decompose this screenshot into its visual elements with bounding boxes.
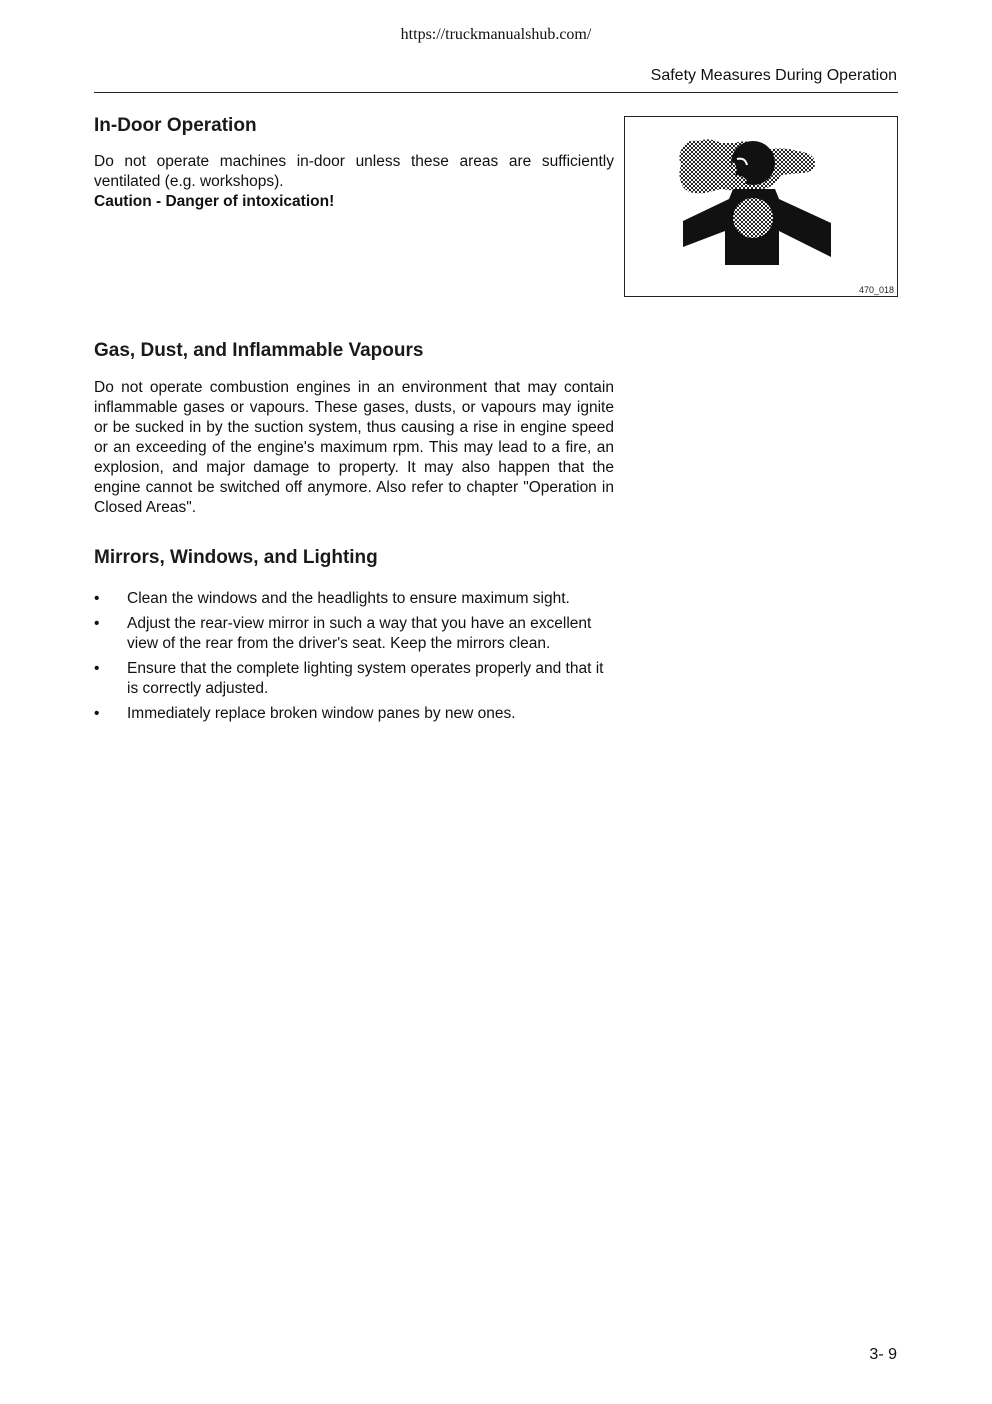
bullet-symbol: •: [94, 615, 100, 632]
indoor-caution: Caution - Danger of intoxication!: [94, 193, 335, 210]
indoor-paragraph: [94, 152, 614, 212]
bullet-symbol: •: [94, 590, 100, 607]
source-url: https://truckmanualshub.com/: [400, 26, 592, 43]
list-item-text: Clean the windows and the headlights to ensure maximum sight.: [127, 590, 570, 607]
running-title: Safety Measures During Operation: [650, 67, 897, 84]
heading-gas-dust-vapours: Gas, Dust, and Inflammable Vapours: [94, 340, 424, 361]
list-item-text: Adjust the rear-view mirror in such a way that you have an excellent view of the rear from the driver's seat. Keep the mirrors clean.: [127, 615, 592, 652]
list-item-text: Ensure that the complete lighting system operates properly and that it is correctly adjusted.: [127, 660, 604, 697]
list-item: [94, 614, 614, 654]
gas-paragraph: Do not operate combustion engines in an environment that may contain inflammable gases or vapours. These gases, dusts, or vapours may ignite or be sucked in by the suction system, thus causing a rise in engine speed or an exceeding of the engine's maximum rpm. This may lead to a fire, an explosion, and major damage to property. It may also happen that the engine cannot be switched off anymore. Also refer to chapter "Operation in Closed Areas".: [94, 379, 614, 516]
list-item-text: Immediately replace broken window panes by new ones.: [127, 705, 516, 722]
bullet-symbol: •: [94, 705, 100, 722]
toxic-fumes-warning-icon: [625, 117, 897, 296]
figure-label: 470_018: [858, 285, 894, 295]
indoor-text: Do not operate machines in-door unless these areas are sufficiently ventilated (e.g. workshops).: [94, 153, 614, 190]
list-item: [94, 704, 614, 724]
heading-mirrors-windows-lighting: Mirrors, Windows, and Lighting: [94, 547, 378, 568]
heading-indoor-operation: In-Door Operation: [94, 115, 257, 136]
indoor-figure: [624, 116, 898, 297]
header-rule: [94, 92, 898, 93]
page-number: 3- 9: [869, 1346, 897, 1363]
list-item: [94, 659, 614, 699]
mirrors-bullet-list: [94, 589, 614, 729]
bullet-symbol: •: [94, 660, 100, 677]
list-item: [94, 589, 614, 609]
